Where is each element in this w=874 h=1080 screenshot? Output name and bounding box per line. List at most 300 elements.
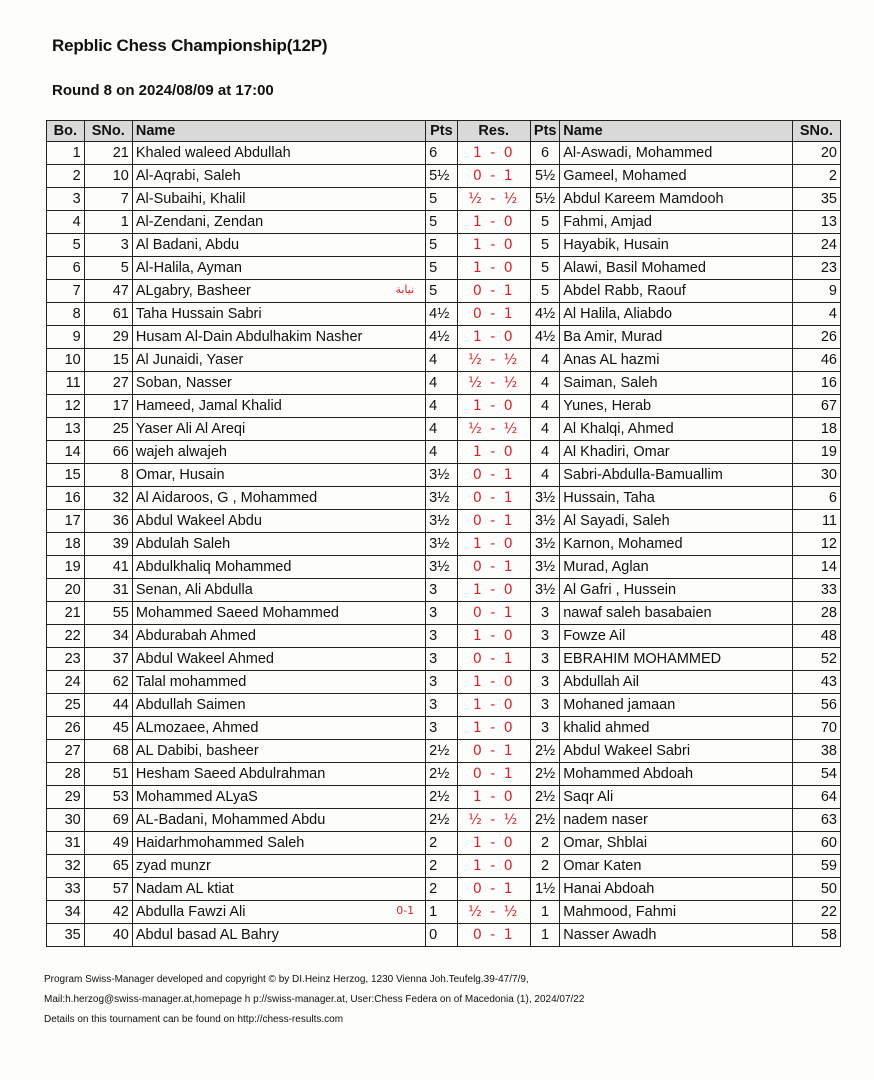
black-player-name: Hussain, Taha [560,487,793,510]
table-row [47,556,841,579]
white-player-name: نيابة ALgabry, Basheer [132,280,425,303]
black-points: 3½ [530,556,559,579]
header-start-number: SNo. [84,121,132,142]
white-start-number: 57 [84,878,132,901]
white-points: 1 [426,901,457,924]
board-number: 22 [47,625,85,648]
result: 1 - 0 [457,142,530,165]
black-points: 3 [530,694,559,717]
white-points: 5 [426,257,457,280]
white-player-name: Mohammed Saeed Mohammed [132,602,425,625]
black-start-number: 18 [792,418,840,441]
white-start-number: 53 [84,786,132,809]
result: ½ - ½ [457,349,530,372]
white-points: 2 [426,878,457,901]
black-points: 1 [530,924,559,947]
black-start-number: 63 [792,809,840,832]
black-start-number: 9 [792,280,840,303]
black-start-number: 43 [792,671,840,694]
table-row [47,303,841,326]
black-start-number: 50 [792,878,840,901]
result: 1 - 0 [457,786,530,809]
white-player-name: Hameed, Jamal Khalid [132,395,425,418]
black-player-name: Abdel Rabb, Raouf [560,280,793,303]
black-points: 3 [530,671,559,694]
table-row [47,533,841,556]
table-row [47,855,841,878]
result: 0 - 1 [457,740,530,763]
black-player-name: Fahmi, Amjad [560,211,793,234]
table-row [47,418,841,441]
black-start-number: 2 [792,165,840,188]
white-player-name: Mohammed ALyaS [132,786,425,809]
header-black-name: Name [560,121,793,142]
white-points: 3½ [426,487,457,510]
white-start-number: 8 [84,464,132,487]
white-points: 4 [426,418,457,441]
result: 0 - 1 [457,556,530,579]
board-number: 28 [47,763,85,786]
white-points: 3½ [426,464,457,487]
white-points: 2 [426,832,457,855]
white-player-name: Talal mohammed [132,671,425,694]
white-player-name: Taha Hussain Sabri [132,303,425,326]
result: 0 - 1 [457,464,530,487]
table-row [47,188,841,211]
black-points: 4 [530,349,559,372]
board-number: 10 [47,349,85,372]
black-start-number: 6 [792,487,840,510]
board-number: 1 [47,142,85,165]
black-points: 4 [530,441,559,464]
footer [44,970,584,1030]
board-number: 11 [47,372,85,395]
header-board: Bo. [47,121,85,142]
white-player-name: Nadam AL ktiat [132,878,425,901]
table-row [47,510,841,533]
white-points: 3 [426,717,457,740]
white-player-name: AL Dabibi, basheer [132,740,425,763]
black-player-name: Yunes, Herab [560,395,793,418]
black-points: 3½ [530,510,559,533]
black-start-number: 12 [792,533,840,556]
table-row [47,326,841,349]
table-row [47,257,841,280]
board-number: 30 [47,809,85,832]
table-row [47,694,841,717]
table-row [47,579,841,602]
black-player-name: Nasser Awadh [560,924,793,947]
result: 0 - 1 [457,280,530,303]
white-points: 4½ [426,303,457,326]
result: ½ - ½ [457,418,530,441]
black-player-name: Mohammed Abdoah [560,763,793,786]
white-player-name: Omar, Husain [132,464,425,487]
table-body [47,142,841,947]
black-start-number: 26 [792,326,840,349]
board-number: 13 [47,418,85,441]
white-player-name: Haidarhmohammed Saleh [132,832,425,855]
table-row [47,142,841,165]
table-header-row [47,121,841,142]
table-row [47,671,841,694]
white-start-number: 68 [84,740,132,763]
black-player-name: Abdul Kareem Mamdooh [560,188,793,211]
white-player-name: 0-1 Abdulla Fawzi Ali [132,901,425,924]
table-row [47,395,841,418]
result: 0 - 1 [457,924,530,947]
black-start-number: 60 [792,832,840,855]
white-start-number: 65 [84,855,132,878]
black-player-name: Ba Amir, Murad [560,326,793,349]
black-points: 4 [530,372,559,395]
board-number: 29 [47,786,85,809]
handwritten-note: 0-1 [396,904,415,917]
black-points: 4 [530,395,559,418]
table-row [47,602,841,625]
white-start-number: 3 [84,234,132,257]
result: 0 - 1 [457,487,530,510]
result: 0 - 1 [457,510,530,533]
black-points: 4½ [530,326,559,349]
white-points: 3 [426,602,457,625]
black-start-number: 67 [792,395,840,418]
white-points: 2½ [426,740,457,763]
result: ½ - ½ [457,809,530,832]
board-number: 19 [47,556,85,579]
black-start-number: 35 [792,188,840,211]
black-start-number: 58 [792,924,840,947]
black-player-name: Fowze Ail [560,625,793,648]
board-number: 23 [47,648,85,671]
result: 0 - 1 [457,878,530,901]
board-number: 21 [47,602,85,625]
black-start-number: 20 [792,142,840,165]
board-number: 5 [47,234,85,257]
white-points: 4½ [426,326,457,349]
black-player-name: nawaf saleh basabaien [560,602,793,625]
result: ½ - ½ [457,901,530,924]
white-start-number: 32 [84,487,132,510]
black-points: 3 [530,625,559,648]
black-points: 5 [530,257,559,280]
result: 1 - 0 [457,441,530,464]
footer-copyright: Program Swiss-Manager developed and copyright © by DI.Heinz Herzog, 1230 Vienna Joh.Teufelg.39-47/7/9, [44,974,529,985]
white-start-number: 47 [84,280,132,303]
board-number: 3 [47,188,85,211]
black-start-number: 14 [792,556,840,579]
black-start-number: 33 [792,579,840,602]
white-points: 5 [426,211,457,234]
table-row [47,211,841,234]
white-player-name: Abdul Wakeel Ahmed [132,648,425,671]
board-number: 7 [47,280,85,303]
table-row [47,487,841,510]
result: 1 - 0 [457,533,530,556]
board-number: 31 [47,832,85,855]
black-start-number: 52 [792,648,840,671]
white-points: 5 [426,280,457,303]
header-white-points: Pts [426,121,457,142]
result: 1 - 0 [457,671,530,694]
white-start-number: 42 [84,901,132,924]
table-row [47,763,841,786]
white-player-name: Hesham Saeed Abdulrahman [132,763,425,786]
table-row [47,234,841,257]
result: 1 - 0 [457,832,530,855]
black-points: 2 [530,855,559,878]
white-points: 2 [426,855,457,878]
result: 1 - 0 [457,694,530,717]
white-start-number: 5 [84,257,132,280]
black-start-number: 23 [792,257,840,280]
black-start-number: 28 [792,602,840,625]
white-start-number: 31 [84,579,132,602]
white-player-name: Al Aidaroos, G , Mohammed [132,487,425,510]
round-info: Round 8 on 2024/08/09 at 17:00 [52,82,274,99]
black-points: 3 [530,717,559,740]
white-start-number: 17 [84,395,132,418]
white-player-name: Abdul Wakeel Abdu [132,510,425,533]
white-player-name: Abdurabah Ahmed [132,625,425,648]
black-start-number: 48 [792,625,840,648]
table-row [47,901,841,924]
white-points: 3 [426,625,457,648]
white-player-name: Abdulah Saleh [132,533,425,556]
black-player-name: Al Halila, Aliabdo [560,303,793,326]
black-start-number: 4 [792,303,840,326]
footer-contact: Mail:h.herzog@swiss-manager.at,homepage h p://swiss-manager.at, User:Chess Federa on of Macedonia (1), 2024/07/22 [44,994,585,1005]
black-points: 4 [530,464,559,487]
white-player-name: Senan, Ali Abdulla [132,579,425,602]
white-start-number: 69 [84,809,132,832]
white-player-name: Al Junaidi, Yaser [132,349,425,372]
black-player-name: khalid ahmed [560,717,793,740]
white-points: 4 [426,372,457,395]
black-player-name: Karnon, Mohamed [560,533,793,556]
board-number: 8 [47,303,85,326]
table-row [47,625,841,648]
black-points: 3½ [530,533,559,556]
black-start-number: 24 [792,234,840,257]
white-player-name: ALmozaee, Ahmed [132,717,425,740]
black-start-number: 13 [792,211,840,234]
white-start-number: 49 [84,832,132,855]
white-points: 0 [426,924,457,947]
white-start-number: 37 [84,648,132,671]
white-start-number: 27 [84,372,132,395]
black-player-name: Al-Aswadi, Mohammed [560,142,793,165]
board-number: 26 [47,717,85,740]
black-start-number: 16 [792,372,840,395]
black-points: 6 [530,142,559,165]
black-points: 5½ [530,165,559,188]
white-player-name: Khaled waleed Abdullah [132,142,425,165]
white-player-name: Al-Subaihi, Khalil [132,188,425,211]
black-player-name: Al Khadiri, Omar [560,441,793,464]
board-number: 24 [47,671,85,694]
white-player-name: Abdul basad AL Bahry [132,924,425,947]
table-row [47,924,841,947]
white-points: 3½ [426,533,457,556]
white-points: 4 [426,349,457,372]
black-points: 5½ [530,188,559,211]
white-points: 5½ [426,165,457,188]
board-number: 18 [47,533,85,556]
white-player-name: zyad munzr [132,855,425,878]
white-player-name: Husam Al-Dain Abdulhakim Nasher [132,326,425,349]
black-points: 3 [530,648,559,671]
pairings-table [46,120,841,947]
white-points: 5 [426,188,457,211]
white-start-number: 39 [84,533,132,556]
white-player-name: Al Badani, Abdu [132,234,425,257]
white-points: 6 [426,142,457,165]
black-player-name: Hayabik, Husain [560,234,793,257]
board-number: 15 [47,464,85,487]
black-points: 2½ [530,740,559,763]
black-points: 4½ [530,303,559,326]
board-number: 12 [47,395,85,418]
black-points: 5 [530,211,559,234]
white-points: 5 [426,234,457,257]
board-number: 27 [47,740,85,763]
white-points: 2½ [426,763,457,786]
table-row [47,717,841,740]
black-player-name: Al Sayadi, Saleh [560,510,793,533]
white-start-number: 66 [84,441,132,464]
black-start-number: 59 [792,855,840,878]
black-start-number: 19 [792,441,840,464]
white-start-number: 51 [84,763,132,786]
result: 0 - 1 [457,165,530,188]
board-number: 20 [47,579,85,602]
black-player-name: Hanai Abdoah [560,878,793,901]
black-points: 2 [530,832,559,855]
black-points: 2½ [530,763,559,786]
result: 1 - 0 [457,257,530,280]
white-start-number: 44 [84,694,132,717]
black-player-name: Sabri-Abdulla-Bamuallim [560,464,793,487]
black-player-name: Anas AL hazmi [560,349,793,372]
black-player-name: Al Khalqi, Ahmed [560,418,793,441]
result: ½ - ½ [457,372,530,395]
white-start-number: 7 [84,188,132,211]
document-title: Repblic Chess Championship(12P) [52,36,328,55]
board-number: 17 [47,510,85,533]
black-player-name: Al Gafri , Hussein [560,579,793,602]
table-row [47,648,841,671]
result: 1 - 0 [457,855,530,878]
handwritten-note: نيابة [395,283,415,296]
white-start-number: 41 [84,556,132,579]
board-number: 35 [47,924,85,947]
result: 1 - 0 [457,625,530,648]
white-player-name: Al-Aqrabi, Saleh [132,165,425,188]
black-points: 2½ [530,786,559,809]
black-player-name: Omar, Shblai [560,832,793,855]
table-row [47,832,841,855]
black-player-name: Abdul Wakeel Sabri [560,740,793,763]
white-player-name: Al-Zendani, Zendan [132,211,425,234]
white-points: 3 [426,671,457,694]
result: 1 - 0 [457,326,530,349]
black-points: 2½ [530,809,559,832]
black-points: 5 [530,280,559,303]
black-start-number: 11 [792,510,840,533]
white-player-name: Yaser Ali Al Areqi [132,418,425,441]
white-start-number: 62 [84,671,132,694]
black-player-name: Alawi, Basil Mohamed [560,257,793,280]
result: 0 - 1 [457,602,530,625]
result: 1 - 0 [457,717,530,740]
white-player-name: Abdullah Saimen [132,694,425,717]
header-result: Res. [457,121,530,142]
table-row [47,786,841,809]
black-points: 3½ [530,579,559,602]
result: 0 - 1 [457,648,530,671]
white-points: 4 [426,395,457,418]
white-points: 3½ [426,510,457,533]
black-points: 3½ [530,487,559,510]
white-start-number: 29 [84,326,132,349]
black-player-name: Abdullah Ail [560,671,793,694]
table-row [47,165,841,188]
result: 1 - 0 [457,579,530,602]
black-player-name: EBRAHIM MOHAMMED [560,648,793,671]
board-number: 16 [47,487,85,510]
white-points: 2½ [426,786,457,809]
black-start-number: 46 [792,349,840,372]
board-number: 4 [47,211,85,234]
table-row [47,740,841,763]
white-player-name: Soban, Nasser [132,372,425,395]
board-number: 9 [47,326,85,349]
black-points: 5 [530,234,559,257]
black-start-number: 54 [792,763,840,786]
board-number: 34 [47,901,85,924]
black-player-name: Gameel, Mohamed [560,165,793,188]
black-points: 3 [530,602,559,625]
black-player-name: Mohaned jamaan [560,694,793,717]
black-points: 1 [530,901,559,924]
result: ½ - ½ [457,188,530,211]
black-start-number: 56 [792,694,840,717]
board-number: 2 [47,165,85,188]
board-number: 33 [47,878,85,901]
black-player-name: Saqr Ali [560,786,793,809]
white-start-number: 15 [84,349,132,372]
black-start-number: 38 [792,740,840,763]
footer-details: Details on this tournament can be found on http://chess-results.com [44,1014,344,1025]
white-start-number: 55 [84,602,132,625]
white-player-name: Abdulkhaliq Mohammed [132,556,425,579]
black-start-number: 70 [792,717,840,740]
table-row [47,349,841,372]
white-start-number: 10 [84,165,132,188]
result: 1 - 0 [457,211,530,234]
white-start-number: 1 [84,211,132,234]
table-row [47,280,841,303]
black-player-name: Murad, Aglan [560,556,793,579]
black-start-number: 22 [792,901,840,924]
white-start-number: 36 [84,510,132,533]
white-player-name: Al-Halila, Ayman [132,257,425,280]
board-number: 6 [47,257,85,280]
result: 0 - 1 [457,303,530,326]
table-row [47,809,841,832]
board-number: 32 [47,855,85,878]
